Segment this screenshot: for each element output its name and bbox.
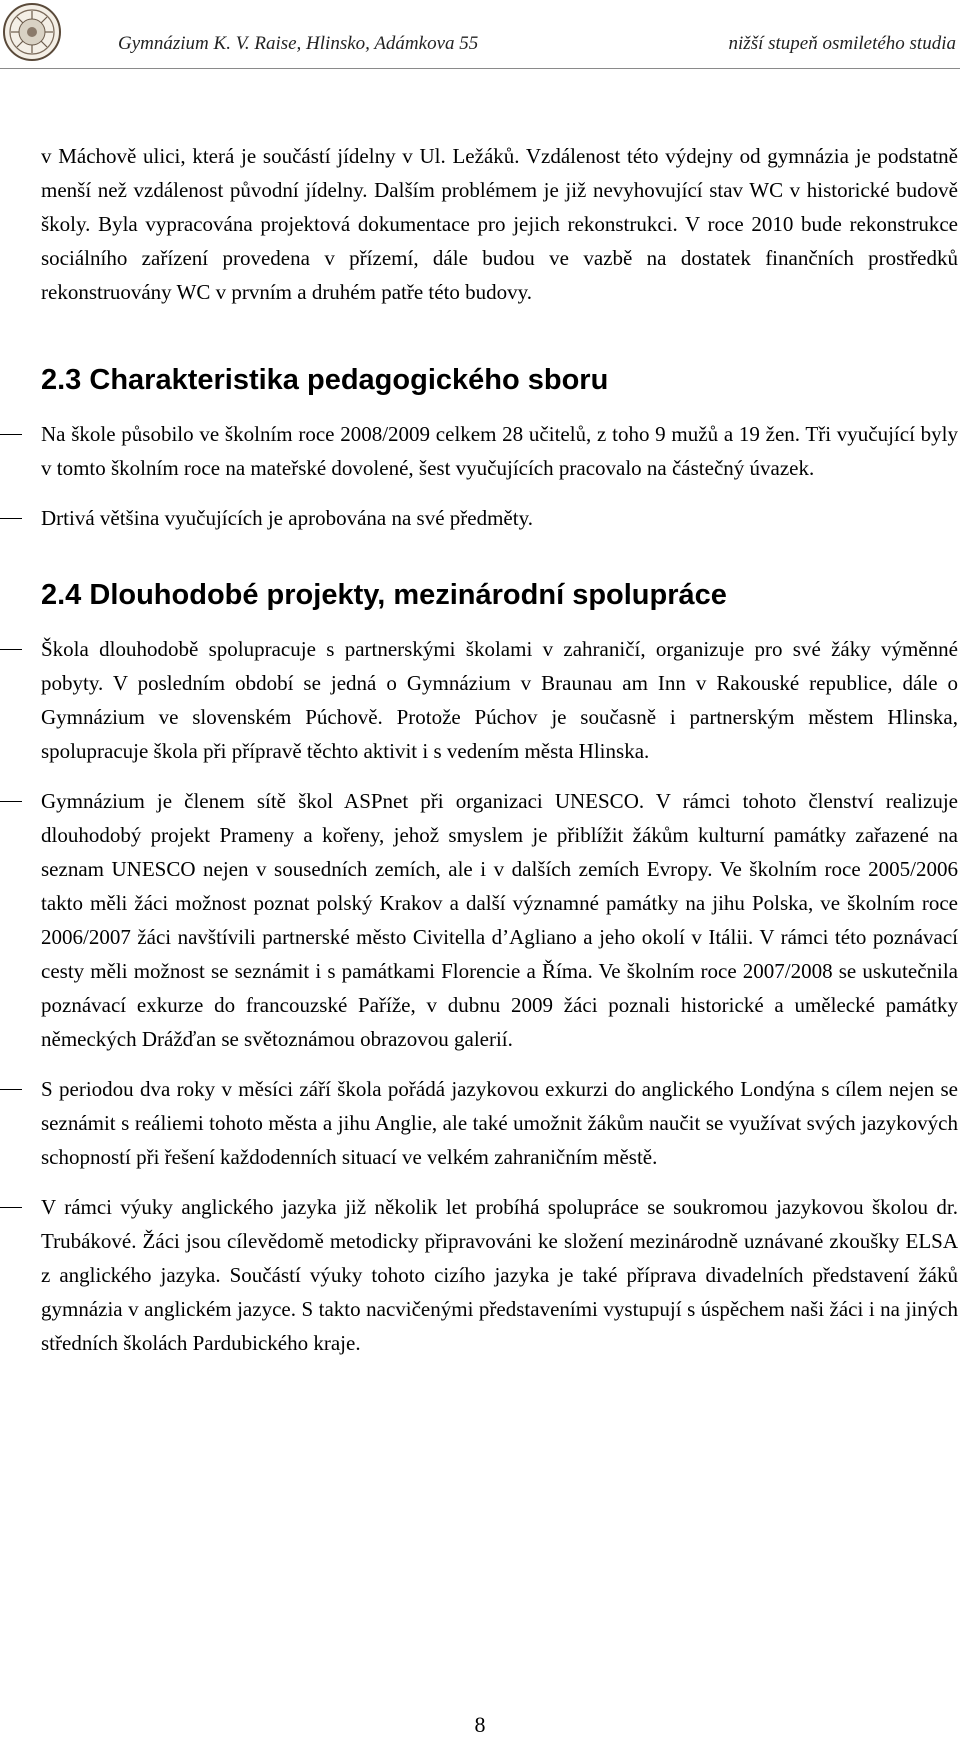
dash-bullet: [0, 1207, 22, 1208]
dash-bullet: [0, 649, 22, 650]
dash-bullet: [0, 518, 22, 519]
page-number: 8: [474, 1712, 486, 1737]
dash-bullet: [0, 801, 22, 802]
list-item-text: Drtivá většina vyučujících je aprobována na své předměty.: [41, 506, 533, 530]
section-heading-2-3: 2.3 Charakteristika pedagogického sboru: [41, 364, 609, 396]
section-heading-2-4: 2.4 Dlouhodobé projekty, mezinárodní spolupráce: [41, 579, 727, 611]
dash-bullet: [0, 1089, 22, 1090]
dash-bullet: [0, 434, 22, 435]
intro-paragraph: v Máchově ulici, která je součástí jídelny v Ul. Ležáků. Vzdálenost této výdejny od gymnázia je podstatně menší než vzdálenost původní jídelny. Dalším problémem je již nevyhovující stav WC v historické budově školy. Byla vypracována projektová dokumentace pro jejich rekonstrukci. V roce 2010 bude rekonstrukce sociálního zařízení provedena v přízemí, dále budou ve vazbě na dostatek finančních prostředků rekonstruovány WC v prvním a druhém patře této budovy.: [41, 144, 958, 304]
list-item: [41, 784, 958, 1056]
school-seal-logo: [2, 2, 62, 62]
list-item-text: Škola dlouhodobě spolupracuje s partnerskými školami v zahraničí, organizuje pro své žáky výměnné pobyty. V posledním období se jedná o Gymnázium v Braunau am Inn v Rakouské republice, dále o Gymnázium ve slovenském Púchově. Protože Púchov je současně i partnerským městem Hlinska, spolupracuje škola při přípravě těchto aktivit i s vedením města Hlinska.: [41, 637, 958, 763]
list-item-text: V rámci výuky anglického jazyka již několik let probíhá spolupráce se soukromou jazykovou školou dr. Trubákové. Žáci jsou cílevědomě metodicky připravováni ke složení mezinárodně uznávané zkoušky ELSA z anglického jazyka. Součástí výuky tohoto cizího jazyka je také příprava divadelních představení žáků gymnázia v anglickém jazyce. S takto nacvičenými představeními vystupují s úspěchem naši žáci i na jiných středních školách Pardubického kraje.: [41, 1195, 958, 1355]
list-item: [41, 632, 958, 768]
list-item: [41, 1072, 958, 1174]
list-item-text: S periodou dva roky v měsíci září škola pořádá jazykovou exkurzi do anglického Londýna s cílem nejen se seznámit s reáliemi tohoto města a jihu Anglie, ale také umožnit žákům naučit se využívat svých jazykových schopností při řešení každodenních situací ve velkém zahraničním městě.: [41, 1077, 958, 1169]
list-item: [41, 1190, 958, 1360]
section-2-3-list: [41, 417, 958, 535]
page-header: [0, 0, 960, 68]
list-item-text: Gymnázium je členem sítě škol ASPnet při organizaci UNESCO. V rámci tohoto členství realizuje dlouhodobý projekt Prameny a kořeny, jehož smyslem je přiblížit žákům kulturní památky zařazené na seznam UNESCO nejen v sousedních zemích, ale i v dalších zemích Evropy. Ve školním roce 2005/2006 takto měli žáci možnost poznat polský Krakov a další významné památky na jihu Polska, ve školním roce 2006/2007 žáci navštívili partnerské město Civitella d’Agliano a jeho okolí v Itálii. V rámci této poznávací cesty měli možnost se seznámit i s památkami Florencie a Říma. Ve školním roce 2007/2008 se uskutečnila poznávací exkurze do francouzské Paříže, v dubnu 2009 žáci poznali historické a umělecké památky německých Drážďan se světoznámou obrazovou galerií.: [41, 789, 958, 1051]
list-item: [41, 417, 958, 485]
header-divider: [0, 68, 960, 69]
list-item-text: Na škole působilo ve školním roce 2008/2009 celkem 28 učitelů, z toho 9 mužů a 19 žen. Tři vyučující byly v tomto školním roce na mateřské dovolené, šest vyučujících pracovalo na částečný úvazek.: [41, 422, 958, 480]
header-study-level: nižší stupeň osmiletého studia: [728, 33, 956, 54]
document-body: [41, 139, 958, 1376]
section-2-4-list: [41, 632, 958, 1360]
list-item: [41, 501, 958, 535]
header-school-name: Gymnázium K. V. Raise, Hlinsko, Adámkova 55: [118, 33, 479, 54]
